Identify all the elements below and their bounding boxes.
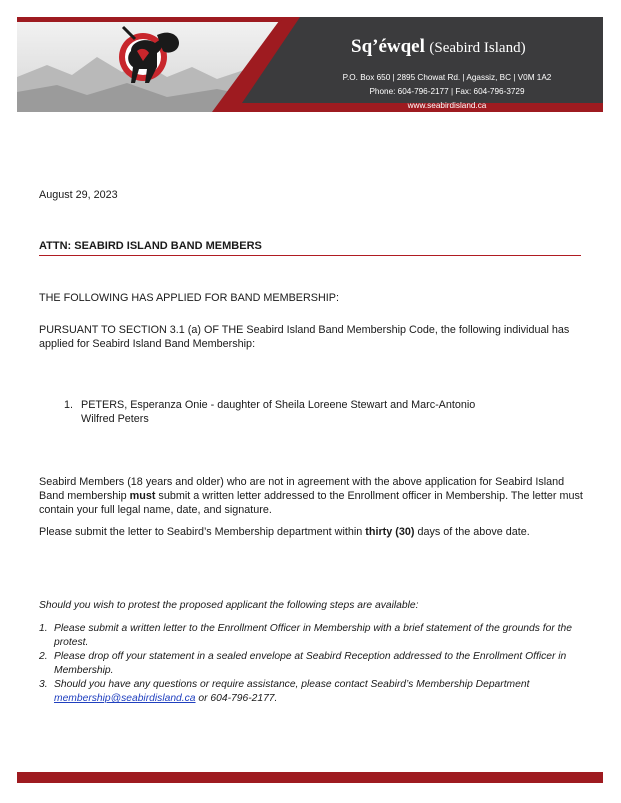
protest-step: 2. Please drop off your statement in a sealed envelope at Seabird Reception addressed to the Enrollment Officer in Membership. [39, 651, 567, 676]
protest-intro: Should you wish to protest the proposed applicant the following steps are available: [39, 600, 419, 611]
phone-tail: or 604-796-2177. [195, 693, 278, 704]
organization-subtitle: (Seabird Island) [429, 40, 526, 56]
deadline-emphasis: thirty (30) [365, 526, 415, 538]
applied-statement: THE FOLLOWING HAS APPLIED FOR BAND MEMBERSHIP: [39, 292, 339, 304]
protest-step: 3. Should you have any questions or require assistance, please contact Seabird’s Membership Department membership@seabirdisland.ca or 604-796-2177. [39, 679, 530, 704]
pursuant-statement: PURSUANT TO SECTION 3.1 (a) OF THE Seabird Island Band Membership Code, the following individual has applied for Seabird Island Band Membership: [39, 324, 570, 350]
must-emphasis: must [129, 490, 156, 502]
footer-bar [17, 772, 603, 783]
protest-steps-list [39, 622, 579, 706]
organization-name: Sq’éwqel [351, 36, 425, 57]
members-statement: Seabird Members (18 years and older) who are not in agreement with the above application for Seabird Island Band membership must submit a written letter addressed to the Enrollment officer in Membership. The letter must contain your full legal name, date, and signature. [39, 476, 583, 516]
applicant-line-2: Wilfred Peters [81, 413, 149, 425]
deadline-statement: Please submit the letter to Seabird’s Membership department within thirty (30) days of the above date. [39, 526, 530, 538]
website-line: www.seabirdisland.ca [407, 101, 487, 110]
letter-date: August 29, 2023 [39, 189, 118, 201]
membership-email-link[interactable]: membership@seabirdisland.ca [54, 693, 196, 704]
applicant-line-1: PETERS, Esperanza Onie - daughter of Sheila Loreene Stewart and Marc-Antonio [81, 399, 476, 411]
address-line: P.O. Box 650 | 2895 Chowat Rd. | Agassiz, BC | V0M 1A2 [342, 73, 552, 82]
attn-heading: ATTN: SEABIRD ISLAND BAND MEMBERS [39, 240, 262, 252]
letterhead-graphic [17, 17, 603, 112]
applicant-number: 1. [64, 399, 74, 411]
letterhead-banner [17, 17, 603, 112]
phone-fax-line: Phone: 604-796-2177 | Fax: 604-796-3729 [369, 87, 525, 96]
protest-step: 1. Please submit a written letter to the Enrollment Officer in Membership with a brief statement of the grounds for the protest. [39, 623, 572, 648]
applicant-list-item [64, 398, 564, 426]
heading-underline [39, 255, 581, 256]
